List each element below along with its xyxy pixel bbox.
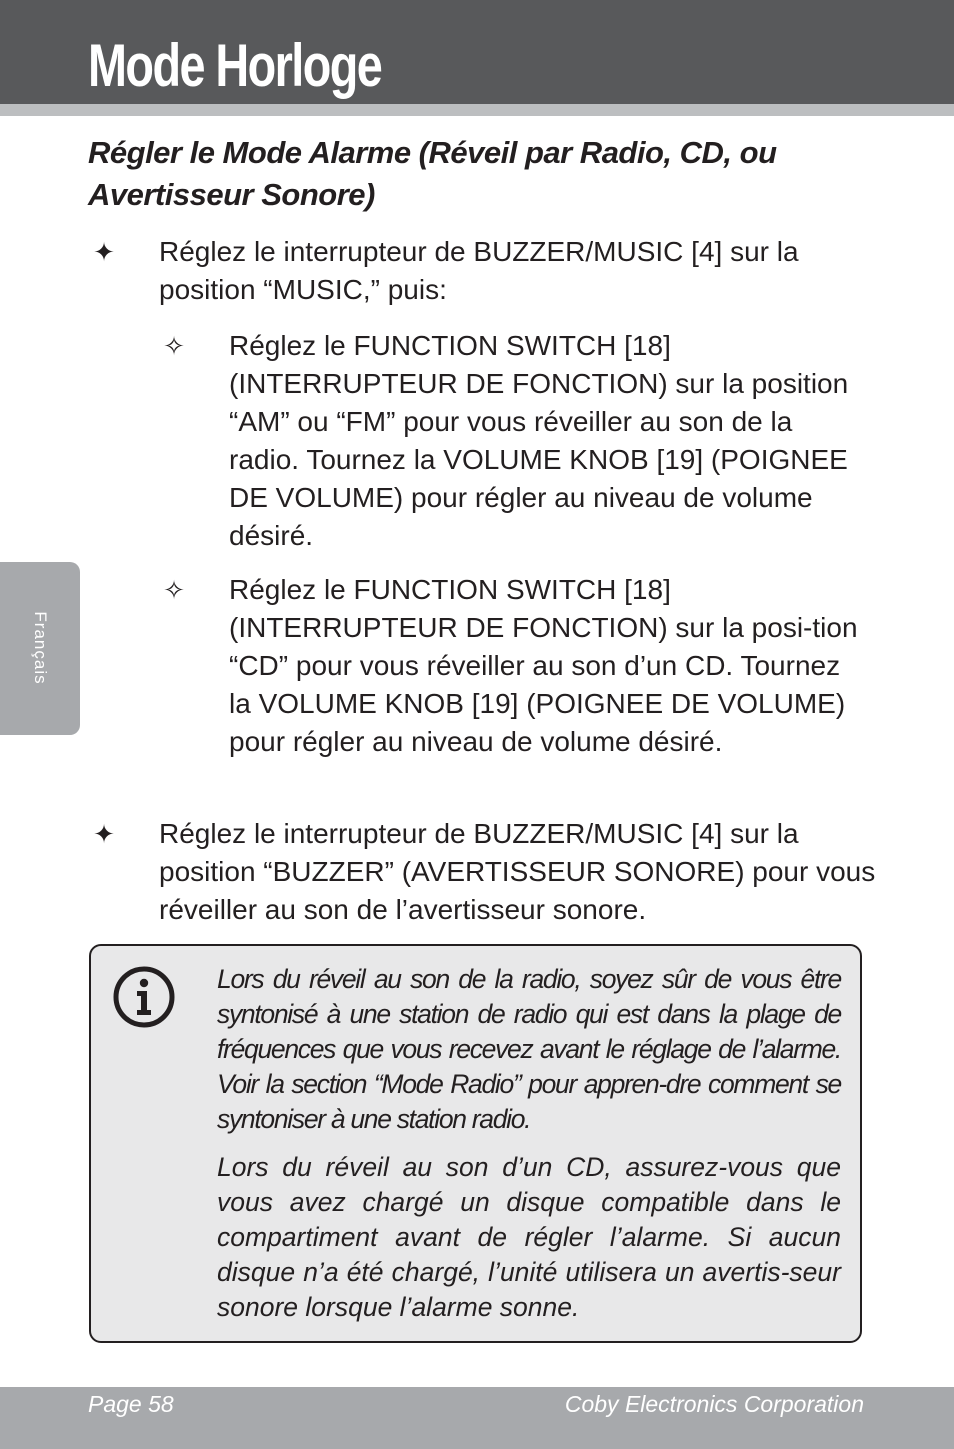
- sub-list-item: [163, 571, 869, 761]
- info-note-box: [89, 944, 862, 1343]
- sub-list-item-text: Réglez le FUNCTION SWITCH [18] (INTERRUPTEUR DE FONCTION) sur la posi-tion “CD” pour vous réveiller au son d’un CD. Tournez la VOLUME KNOB [19] (POIGNEE DE VOLUME) pour régler au niveau de volume désiré.: [229, 574, 858, 757]
- note-paragraph: Lors du réveil au son de la radio, soyez sûr de vous être syntonisé à une station de radio qui est dans la plage de fréquences que vous recevez avant le réglage de l’alarme. Voir la section “Mode Radio” pour appren-dre comment se syntoniser à une station radio.: [217, 964, 841, 1134]
- page-title: Mode Horloge: [88, 32, 382, 99]
- sub-list-item: [163, 327, 869, 555]
- page-number: Page 58: [88, 1391, 174, 1417]
- info-icon: [113, 966, 175, 1028]
- star-bullet-icon: ✦: [93, 237, 115, 267]
- language-tab-label: Français: [31, 611, 50, 685]
- list-item: [93, 233, 879, 309]
- page-header: [0, 0, 954, 104]
- section-heading: Régler le Mode Alarme (Réveil par Radio, CD, ou Avertisseur Sonore): [88, 135, 777, 212]
- star-outline-bullet-icon: ✧: [163, 575, 185, 605]
- note-paragraph: Lors du réveil au son d’un CD, assurez-vous que vous avez chargé un disque compatible dans le compartiment avant de régler l’alarme. Si aucun disque n’a été chargé, l’unité utilisera un avertis-seur sonore lorsque l’alarme sonne.: [217, 1152, 841, 1322]
- list-item-text: Réglez le interrupteur de BUZZER/MUSIC [4] sur la position “MUSIC,” puis:: [159, 236, 799, 305]
- list-item-text: Réglez le interrupteur de BUZZER/MUSIC [4] sur la position “BUZZER” (AVERTISSEUR SONORE) pour vous réveiller au son de l’avertisseur sonore.: [159, 818, 876, 925]
- header-divider: [0, 104, 954, 116]
- sub-list-item-text: Réglez le FUNCTION SWITCH [18] (INTERRUPTEUR DE FONCTION) sur la position “AM” ou “FM” pour vous réveiller au son de la radio. Tournez la VOLUME KNOB [19] (POIGNEE DE VOLUME) pour régler au niveau de volume désiré.: [229, 330, 849, 551]
- star-bullet-icon: ✦: [93, 819, 115, 849]
- language-tab: [0, 562, 80, 735]
- star-outline-bullet-icon: ✧: [163, 331, 185, 361]
- company-name: Coby Electronics Corporation: [564, 1391, 864, 1417]
- list-item: [93, 815, 879, 929]
- page-footer: [0, 1387, 954, 1449]
